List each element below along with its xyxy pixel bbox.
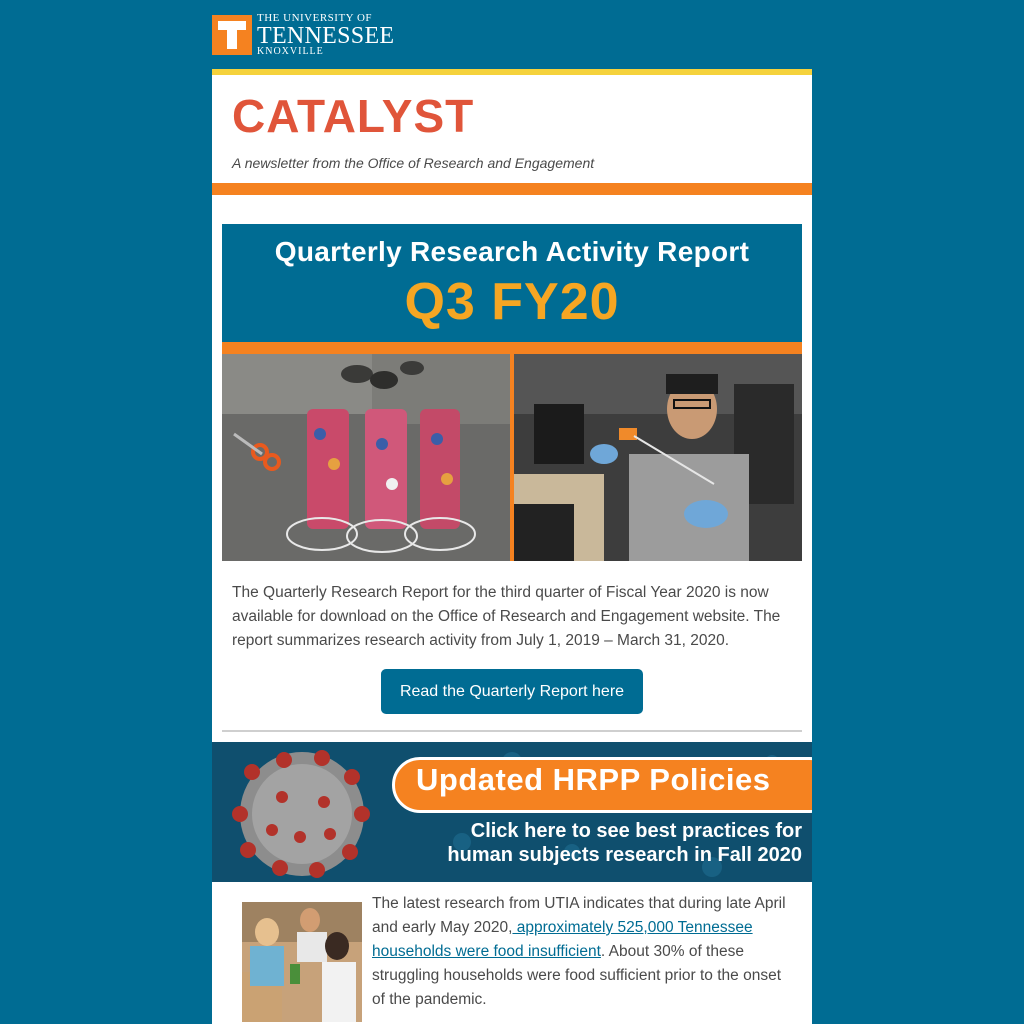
ut-power-t-icon	[212, 15, 252, 55]
hrpp-subtitle-line-1: Click here to see best practices for	[470, 820, 802, 842]
researcher-photo	[514, 354, 802, 561]
hrpp-subtitle	[447, 819, 802, 867]
newsletter-container	[212, 69, 812, 1024]
logo-wordmark	[257, 13, 394, 57]
newsletter-title: CATALYST	[232, 90, 475, 142]
logo-line-3: KNOXVILLE	[257, 46, 324, 57]
banner-subtitle: Q3 FY20	[404, 273, 620, 331]
food-insufficient-link[interactable]: approximately 525,000 Tennessee households were food insufficient	[372, 919, 753, 960]
banner-photos	[222, 354, 802, 561]
story-text	[372, 892, 792, 1012]
section-divider	[222, 730, 802, 732]
story-text-after: . About 30% of these struggling households were food sufficient prior to the onset of the pandemic.	[372, 943, 781, 1008]
face-masks-photo	[222, 354, 514, 561]
banner-title: Quarterly Research Activity Report	[274, 236, 750, 267]
food-bank-photo	[242, 902, 362, 1022]
logo-line-1: THE UNIVERSITY OF	[257, 12, 373, 24]
masthead	[212, 75, 812, 183]
orange-divider	[212, 183, 812, 195]
banner-divider	[222, 342, 802, 354]
read-report-button[interactable]	[381, 669, 643, 714]
story-text-before: The latest research from UTIA indicates that during late April and early May 2020,	[372, 895, 786, 936]
hrpp-subtitle-line-2: human subjects research in Fall 2020	[447, 844, 802, 866]
logo-line-2: TENNESSEE	[257, 23, 395, 49]
quarterly-report-banner[interactable]	[222, 224, 802, 561]
read-report-button-label: Read the Quarterly Report here	[399, 682, 625, 700]
hrpp-title: Updated HRPP Policies	[416, 762, 771, 797]
ut-logo[interactable]	[212, 14, 394, 56]
banner-header	[222, 224, 802, 342]
hrpp-banner[interactable]	[212, 742, 812, 882]
newsletter-tagline: A newsletter from the Office of Research and Engagement	[232, 155, 595, 171]
report-description: The Quarterly Research Report for the third quarter of Fiscal Year 2020 is now available for download on the Office of Research and Engagement website. The report summarizes research activity from July 1, 2019 – March 31, 2020.	[232, 584, 781, 649]
